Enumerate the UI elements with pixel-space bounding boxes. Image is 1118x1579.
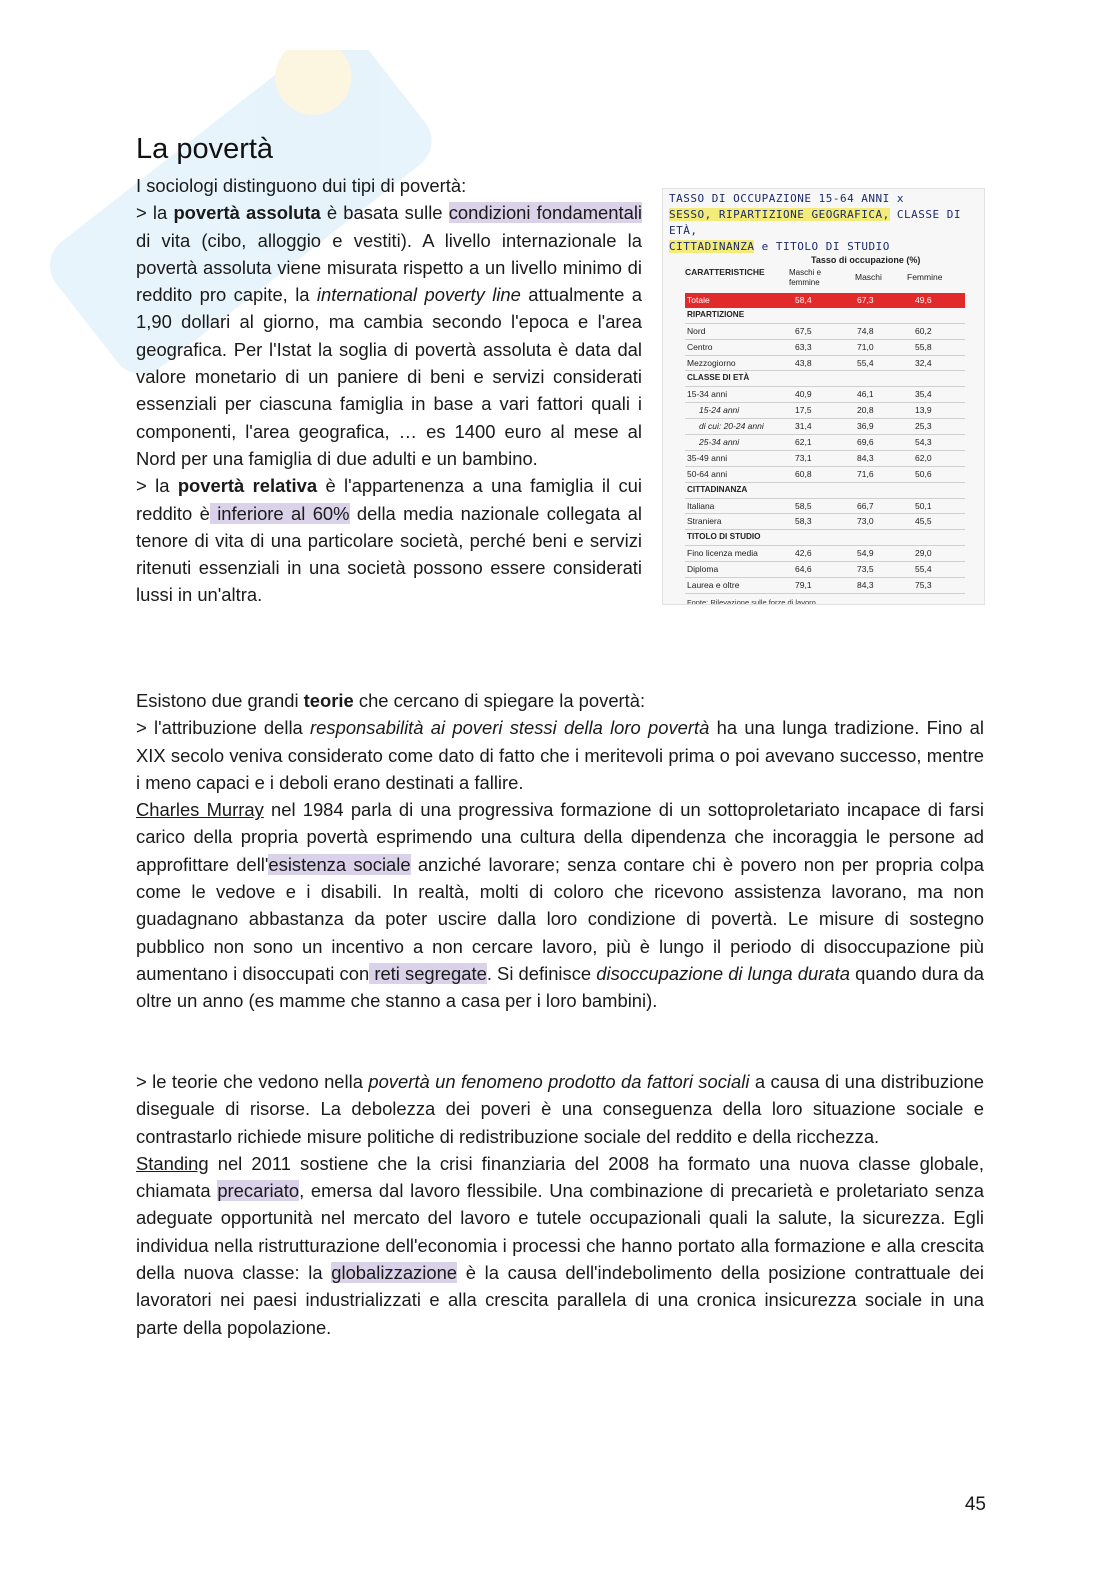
term-theories: teorie [303, 690, 354, 711]
table-source: Fonte: Rilevazione sulle forze di lavoro [687, 597, 816, 605]
section-label: CLASSE DI ETÀ [687, 373, 750, 383]
cell: 75,3 [915, 580, 932, 591]
cell: 74,8 [857, 325, 874, 336]
highlight-text: reti segregate [369, 962, 487, 984]
cell: 31,4 [795, 421, 812, 432]
handwritten-highlight: SESSO, RIPARTIZIONE GEOGRAFICA, [669, 208, 890, 221]
row-label: Laurea e oltre [687, 580, 740, 591]
table-row [685, 293, 965, 308]
cell: 73,0 [857, 516, 874, 527]
cell: 58,5 [795, 500, 812, 511]
term-international-poverty-line: international poverty line [316, 284, 521, 306]
theories-section [136, 687, 984, 1015]
highlight-text: condizioni fondamentali [448, 202, 642, 224]
social-theories-section [136, 1068, 984, 1341]
section-label: RIPARTIZIONE [687, 309, 745, 319]
author-name: Standing [136, 1152, 209, 1174]
row-label: 15-24 anni [699, 405, 740, 416]
cell: 64,6 [795, 564, 812, 575]
row-label: Mezzogiorno [687, 357, 736, 368]
table-row [685, 514, 965, 530]
cell: 49,6 [915, 295, 932, 305]
cell: 36,9 [857, 421, 874, 432]
cell: 66,7 [857, 500, 874, 511]
text-run: è l'appartenenza a una famiglia il cui reddito è [136, 475, 642, 524]
text-run: > le teorie che vedono nella [136, 1071, 369, 1092]
relative-poverty-paragraph [136, 472, 642, 608]
table-row [685, 356, 965, 372]
cell: 55,4 [857, 357, 874, 368]
row-label: 50-64 anni [687, 468, 728, 479]
text-run: anziché lavorare; senza contare chi è povero non per propria colpa come le vedove e i disabili. In realtà, molti di coloro che ricevono assistenza lavorano, ma non guadagnano abbastanza da poter uscire dalla loro condizione di povertà. Le misure di sostegno pubblico non sono un incentivo a non cercare lavoro, più è lungo il periodo di disoccupazione più aumentano i disoccupati con [136, 853, 984, 984]
table-group-header: Tasso di occupazione (%) [811, 255, 921, 265]
text-run: quando dura da oltre un anno (es mamme che stanno a casa per i loro bambini). [136, 962, 984, 1012]
cell: 13,9 [915, 405, 932, 416]
text-run: Esistono due grandi [136, 690, 304, 711]
column-header: Maschi e femmine [789, 268, 822, 287]
row-label: Fino licenza media [687, 548, 758, 559]
cell: 63,3 [795, 341, 812, 352]
handwritten-note [669, 191, 979, 255]
text-run: che cercano di spiegare la povertà: [353, 690, 646, 711]
row-label: 15-34 anni [687, 389, 728, 400]
text-run: nel 2011 sostiene che la crisi finanziaria del 2008 ha formato una nuova classe globale, chiamata [136, 1152, 984, 1202]
column-header: CARATTERISTICHE [685, 267, 765, 277]
table-row [685, 546, 965, 562]
cell: 42,6 [795, 548, 812, 559]
row-label: di cui: 20-24 anni [699, 421, 764, 432]
table-header [685, 253, 965, 293]
cell: 45,5 [915, 516, 932, 527]
social-factors-paragraph [136, 1068, 984, 1150]
row-label: Totale [687, 295, 710, 305]
cell: 79,1 [795, 580, 812, 591]
cell: 84,3 [857, 580, 874, 591]
column-header: Maschi [855, 272, 882, 282]
term-social-factors: povertà un fenomeno prodotto da fattori sociali [368, 1071, 750, 1092]
row-label: Diploma [687, 564, 719, 575]
cell: 58,4 [795, 295, 812, 305]
handwritten-text: e TITOLO DI STUDIO [754, 240, 890, 253]
cell: 32,4 [915, 357, 932, 368]
cell: 69,6 [857, 437, 874, 448]
murray-paragraph [136, 796, 984, 1014]
table-row [685, 324, 965, 340]
table-row [685, 562, 965, 578]
cell: 67,5 [795, 325, 812, 336]
table-row [685, 387, 965, 403]
intro-column [136, 172, 642, 609]
text-run: . Si definisce [486, 962, 597, 984]
text-run: ha una lunga tradizione. Fino al XIX secolo veniva considerato come dato di fatto che i meritevoli prima o poi avevano successo, mentre i meno capaci e i deboli erano destinati a fallire. [136, 717, 984, 793]
page-number: 45 [964, 1494, 986, 1515]
intro-paragraph: I sociologi distinguono dui tipi di povertà: [136, 175, 467, 196]
responsibility-paragraph [136, 714, 984, 796]
highlight-text: esistenza sociale [268, 853, 411, 875]
row-label: Italiana [687, 500, 715, 511]
table-section [685, 371, 965, 387]
cell: 54,3 [915, 437, 932, 448]
highlight-text: inferiore al 60% [209, 502, 350, 524]
cell: 60,2 [915, 325, 932, 336]
cell: 55,4 [915, 564, 932, 575]
term-responsibility: responsabilità ai poveri stessi della loro povertà [310, 717, 710, 739]
term-relative-poverty: povertà relativa [177, 475, 318, 497]
section-label: CITTADINANZA [687, 484, 748, 494]
table-section [685, 308, 965, 324]
handwritten-text: CLASSE DI ETÀ, [669, 208, 962, 237]
handwritten-line [669, 207, 979, 239]
text-run: attualmente a 1,90 dollari al giorno, ma cambia secondo l'epoca e l'area geografica. Per l'Istat la soglia di povertà assoluta è data dal valore monetario di un paniere di beni e servizi considerati essenziali per ciascuna famiglia in base a vari fattori quali i componenti, l'area geografica, … es 1400 euro al mese al Nord per una famiglia di due adulti e un bambino. [136, 284, 642, 469]
table-row [685, 435, 965, 451]
term-absolute-poverty: povertà assoluta [173, 202, 321, 224]
table-row [685, 403, 965, 419]
section-label: TITOLO DI STUDIO [687, 532, 761, 542]
row-label: Straniera [687, 516, 722, 527]
text-run: nel 1984 parla di una progressiva formazione di un sottoproletariato incapace di farsi carico della propria povertà esprimendo una cultura della dipendenza che incoraggia le persone ad approfittare dell' [136, 799, 985, 875]
cell: 20,8 [857, 405, 874, 416]
row-label: Nord [687, 325, 706, 336]
row-label: 25-34 anni [699, 437, 740, 448]
cell: 25,3 [915, 421, 932, 432]
cell: 62,1 [795, 437, 812, 448]
cell: 58,3 [795, 516, 812, 527]
cell: 29,0 [915, 548, 932, 559]
cell: 71,0 [857, 341, 874, 352]
text-run: > la [136, 202, 174, 224]
cell: 50,6 [915, 468, 932, 479]
cell: 40,9 [795, 389, 812, 400]
table-row [685, 451, 965, 467]
table-row [685, 419, 965, 435]
author-name: Charles Murray [136, 799, 264, 821]
cell: 73,5 [857, 564, 874, 575]
table-row [685, 467, 965, 483]
handwritten-highlight: CITTADINANZA [669, 240, 755, 253]
column-header: Femmine [907, 272, 943, 282]
cell: 60,8 [795, 468, 812, 479]
table-section [685, 530, 965, 546]
term-long-term-unemployment: disoccupazione di lunga durata [596, 962, 850, 984]
standing-paragraph [136, 1150, 984, 1341]
absolute-poverty-paragraph [136, 199, 642, 472]
text-run: a causa di una distribuzione diseguale di risorse. La debolezza dei poveri è una conseguenza della loro situazione sociale e contrastarlo richiede misure politiche di redistribuzione sociale del reddito e della ricchezza. [136, 1071, 984, 1147]
cell: 35,4 [915, 389, 932, 400]
cell: 50,1 [915, 500, 932, 511]
text-run: , emersa dal lavoro flessibile. Una combinazione di precarietà e proletariato senza adeguate opportunità nel mercato del lavoro e tutele occupazionali quali la salute, la sicurezza. Egli individua nella ristrutturazione dell'economia i processi che hanno portato alla formazione e alla crescita della nuova classe: la [136, 1180, 984, 1284]
text-run: della media nazionale collegata al tenore di vita di una particolare società, perché beni e servizi ritenuti essenziali in una società possono essere considerati lussi in un'altra. [136, 502, 642, 606]
table-section [685, 483, 965, 499]
cell: 43,8 [795, 357, 812, 368]
cell: 46,1 [857, 389, 874, 400]
occupation-table-figure [662, 188, 985, 605]
page-title: La povertà [136, 133, 274, 165]
cell: 71,6 [857, 468, 874, 479]
table-row [685, 578, 965, 594]
text-run: di vita (cibo, alloggio e vestiti). A livello internazionale la povertà assoluta viene misurata rispetto a un livello minimo di reddito pro capite, la [136, 229, 642, 306]
cell: 17,5 [795, 405, 812, 416]
cell: 73,1 [795, 452, 812, 463]
text-run: è la causa dell'indebolimento della posizione contrattuale dei lavoratori nei paesi industrializzati e alla crescita parallela di una cronica insicurezza sociale in una parte della popolazione. [136, 1262, 984, 1338]
text-run: è basata sulle [320, 202, 449, 224]
table-row [685, 499, 965, 515]
handwritten-line: TASSO DI OCCUPAZIONE 15-64 ANNI x [669, 192, 905, 205]
highlight-text: precariato [217, 1180, 300, 1202]
text-run: > l'attribuzione della [136, 717, 311, 739]
text-run: > la [136, 475, 178, 497]
row-label: Centro [687, 341, 713, 352]
cell: 55,8 [915, 341, 932, 352]
table-row [685, 340, 965, 356]
cell: 62,0 [915, 452, 932, 463]
theories-intro [136, 687, 984, 714]
cell: 54,9 [857, 548, 874, 559]
highlight-text: globalizzazione [331, 1262, 458, 1284]
cell: 67,3 [857, 295, 874, 305]
row-label: 35-49 anni [687, 452, 728, 463]
cell: 84,3 [857, 452, 874, 463]
occupation-table [685, 253, 965, 605]
